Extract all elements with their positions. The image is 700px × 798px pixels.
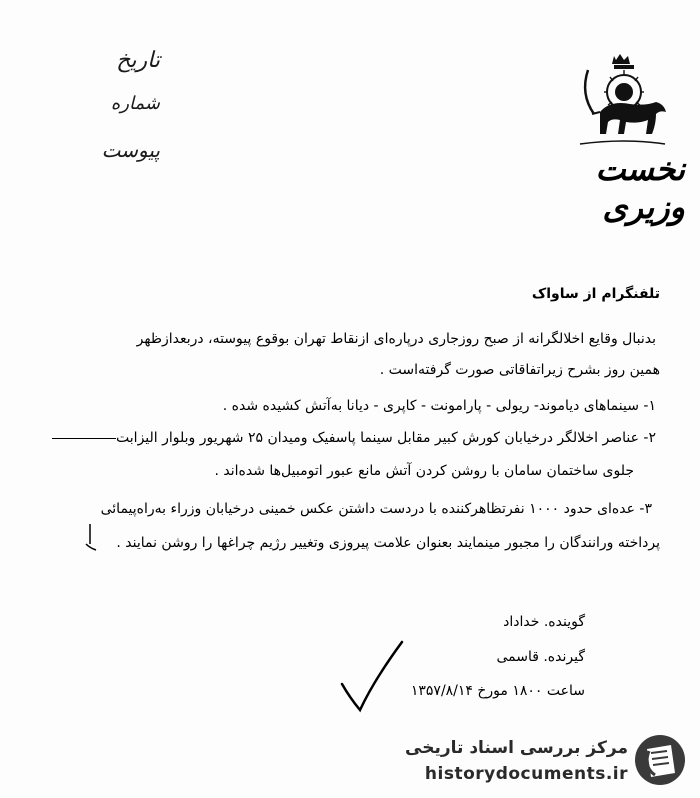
body-line: ۳- عده‌ای حدود ۱۰۰۰ نفرتظاهرکننده با دردست داشتن عکس خمینی درخیابان وزراء به‌راه‌پیمائی <box>100 501 652 517</box>
sender-line: گوینده. خداداد <box>503 614 585 630</box>
archive-logo-icon <box>633 733 688 788</box>
body-line: همین روز بشرح زیراتفاقاتی صورت گرفته‌است . <box>379 362 660 378</box>
attachment-label: پیوست <box>101 138 160 162</box>
number-label: شماره <box>110 93 160 114</box>
receiver-line: گیرنده. قاسمی <box>496 649 585 665</box>
body-line-text: ۲- عناصر اخلالگر درخیابان کورش کبیر مقابل سینما پاسفیک ومیدان ۲۵ شهریور وبلوار الیزابت <box>116 430 656 446</box>
form-fields <box>40 48 160 183</box>
watermark-title: مرکز بررسی اسناد تاریخی <box>405 738 628 758</box>
document-title: تلفنگرام از ساواک <box>531 286 660 302</box>
time-line: ساعت ۱۸۰۰ مورخ ۱۳۵۷/۸/۱۴ <box>410 683 585 699</box>
body-line: جلوی ساختمان سامان با روشن کردن آتش مانع عبور اتومبیل‌ها شده‌اند . <box>214 463 634 479</box>
body-line: پرداخته ورانندگان را مجبور مینمایند بعنوان علامت پیروزی وتغییر رژیم چراغها را روشن نمایند . <box>116 535 660 551</box>
body-line <box>46 430 656 446</box>
body-line: ۱- سینماهای دیاموند- ریولی - پارامونت - کاپری - دیانا به‌آتش کشیده شده . <box>222 398 656 414</box>
checkmark-icon <box>340 640 420 720</box>
date-label: تاریخ <box>116 48 160 73</box>
filler-line <box>52 438 116 439</box>
handwritten-mark-icon <box>84 522 106 554</box>
body-line: بدنبال وقایع اخلالگرانه از صبح روزجاری درپاره‌ای ازنقاط تهران بوقوع پیوسته، دربعدازظهر <box>136 331 656 347</box>
watermark-url[interactable]: historydocuments.ir <box>424 764 628 784</box>
lion-and-sun-emblem-icon <box>570 52 675 152</box>
ministry-title: نخست وزیری <box>595 150 685 226</box>
